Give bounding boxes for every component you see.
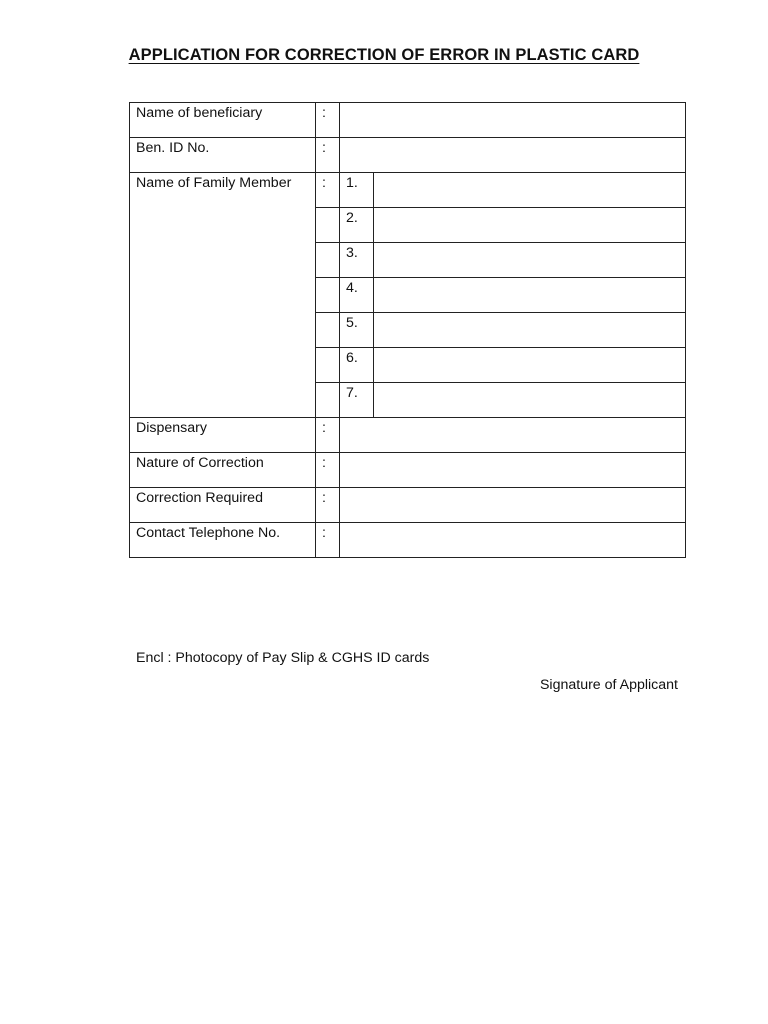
colon-separator: : (316, 138, 340, 173)
field-family-member-6[interactable] (374, 348, 686, 383)
colon-separator: : (316, 103, 340, 138)
row-nature-of-correction (130, 453, 686, 488)
colon-cell-empty (316, 278, 340, 313)
label-name-of-family-member: Name of Family Member (130, 173, 316, 418)
label-contact-telephone-no: Contact Telephone No. (130, 523, 316, 558)
label-name-of-beneficiary: Name of beneficiary (130, 103, 316, 138)
row-ben-id (130, 138, 686, 173)
field-family-member-3[interactable] (374, 243, 686, 278)
field-family-member-5[interactable] (374, 313, 686, 348)
form-title: APPLICATION FOR CORRECTION OF ERROR IN PLASTIC CARD (128, 46, 640, 64)
row-beneficiary-name (130, 103, 686, 138)
field-nature-of-correction[interactable] (340, 453, 686, 488)
row-contact-telephone (130, 523, 686, 558)
field-dispensary[interactable] (340, 418, 686, 453)
field-family-member-2[interactable] (374, 208, 686, 243)
signature-of-applicant: Signature of Applicant (539, 677, 678, 693)
field-ben-id-no[interactable] (340, 138, 686, 173)
application-form-table (129, 102, 686, 558)
colon-cell-empty (316, 348, 340, 383)
colon-separator: : (316, 418, 340, 453)
label-correction-required: Correction Required (130, 488, 316, 523)
field-family-member-4[interactable] (374, 278, 686, 313)
family-member-number-6: 6. (340, 348, 374, 383)
colon-cell-empty (316, 208, 340, 243)
row-family-member-1 (130, 173, 686, 208)
row-correction-required (130, 488, 686, 523)
family-member-number-1: 1. (340, 173, 374, 208)
colon-cell-empty (316, 383, 340, 418)
label-ben-id-no: Ben. ID No. (130, 138, 316, 173)
colon-cell-empty (316, 313, 340, 348)
label-nature-of-correction: Nature of Correction (130, 453, 316, 488)
family-member-number-2: 2. (340, 208, 374, 243)
colon-separator: : (316, 453, 340, 488)
colon-separator: : (316, 488, 340, 523)
family-member-number-4: 4. (340, 278, 374, 313)
field-family-member-7[interactable] (374, 383, 686, 418)
family-member-number-5: 5. (340, 313, 374, 348)
field-contact-telephone-no[interactable] (340, 523, 686, 558)
row-dispensary (130, 418, 686, 453)
family-member-number-7: 7. (340, 383, 374, 418)
enclosure-note: Encl : Photocopy of Pay Slip & CGHS ID cards (136, 650, 430, 666)
field-name-of-beneficiary[interactable] (340, 103, 686, 138)
field-family-member-1[interactable] (374, 173, 686, 208)
family-member-number-3: 3. (340, 243, 374, 278)
field-correction-required[interactable] (340, 488, 686, 523)
colon-separator: : (316, 173, 340, 208)
colon-separator: : (316, 523, 340, 558)
colon-cell-empty (316, 243, 340, 278)
label-dispensary: Dispensary (130, 418, 316, 453)
